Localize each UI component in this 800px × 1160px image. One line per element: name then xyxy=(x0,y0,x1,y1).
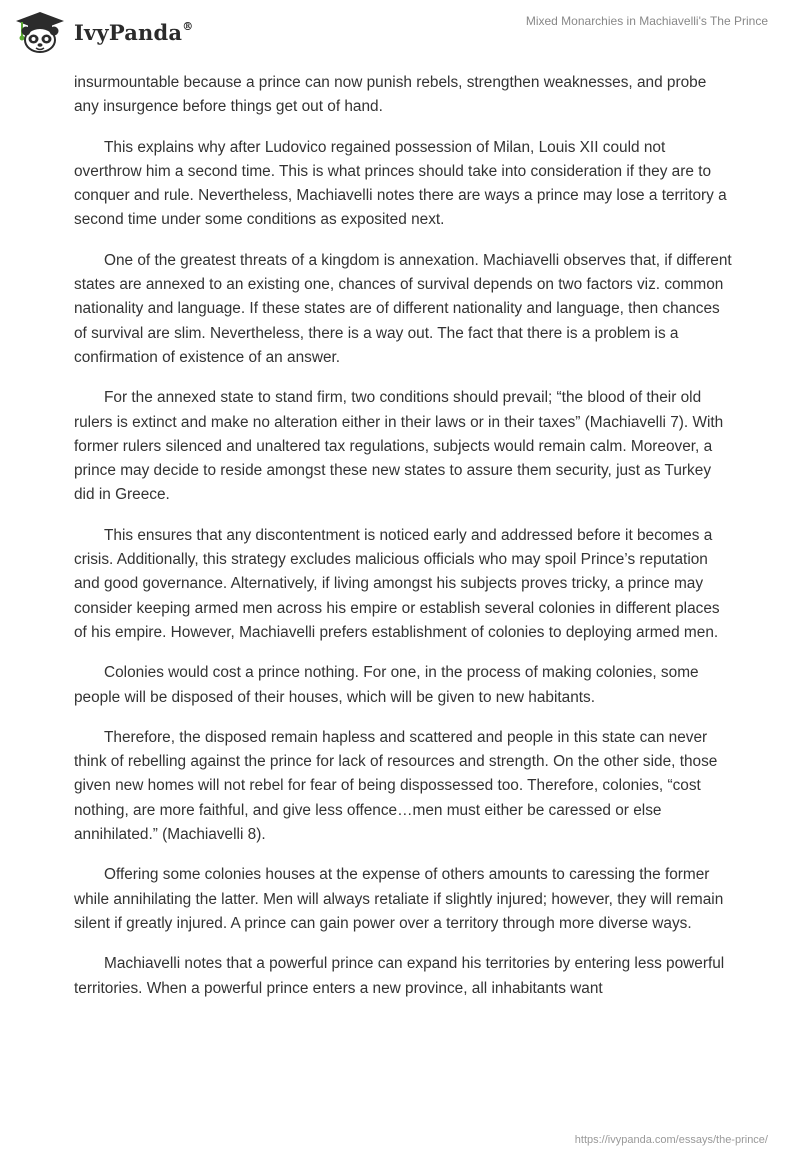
page-header xyxy=(0,0,800,60)
paragraph: This ensures that any discontentment is noticed early and addressed before it becomes a crisis. Additionally, this strategy excludes malicious officials who may spoil Prince’s reputation and good governance. Alternatively, if living amongst his subjects proves tricky, a prince may consider keeping armed men across his empire or establish several colonies in different places of his empire. However, Machiavelli prefers establishment of colonies to deploying armed men. xyxy=(74,526,720,641)
paragraph: One of the greatest threats of a kingdom is annexation. Machiavelli observes that, if different states are annexed to an existing one, chances of survival depends on two factors viz. common nationality and language. If these states are of different nationality and language, then chances of survival are slim. Nevertheless, there is a way out. The fact that there is a problem is a confirmation of existence of an answer. xyxy=(74,251,732,366)
registered-mark: ® xyxy=(182,20,194,33)
panda-graduate-icon xyxy=(14,10,66,54)
paragraph: Machiavelli notes that a powerful prince can expand his territories by entering less powerful territories. When a powerful prince enters a new province, all inhabitants want xyxy=(74,955,725,997)
ivypanda-logo[interactable] xyxy=(14,10,224,54)
brand-name: IvyPanda® xyxy=(74,20,194,45)
paragraph: Colonies would cost a prince nothing. For one, in the process of making colonies, some people will be disposed of their houses, which will be given to new habitants. xyxy=(74,664,699,706)
paragraph: This explains why after Ludovico regained possession of Milan, Louis XII could not overthrow him a second time. This is what princes should take into consideration if they are to conquer and rule. Nevertheless, Machiavelli notes there are ways a prince may lose a territory a second time under some conditions as exposited next. xyxy=(74,138,727,229)
document-title: Mixed Monarchies in Machiavelli's The Prince xyxy=(525,14,768,28)
paragraph: insurmountable because a prince can now punish rebels, strengthen weaknesses, and probe any insurgence before things get out of hand. xyxy=(74,74,707,116)
paragraph: Therefore, the disposed remain hapless and scattered and people in this state can never think of rebelling against the prince for lack of resources and strength. On the other side, those given new homes will not rebel for fear of being dispossessed too. Therefore, colonies, “cost nothing, are more faithful, and give less offence…men must either be caressed or else annihilated.” (Machiavelli 8). xyxy=(74,728,718,844)
paragraph: For the annexed state to stand firm, two conditions should prevail; “the blood of their old rulers is extinct and make no alteration either in their laws or in their taxes” (Machiavelli 7). With former rulers silenced and unaltered tax regulations, subjects would remain calm. Moreover, a prince may decide to reside amongst these new states to assure them security, just as Turkey did in Greece. xyxy=(74,389,724,504)
source-url[interactable]: https://ivypanda.com/essays/the-prince/ xyxy=(574,1134,768,1146)
essay-body xyxy=(74,71,734,1017)
paragraph: Offering some colonies houses at the expense of others amounts to caressing the former while annihilating the latter. Men will always retaliate if slightly injured; however, they will remain silent if greatly injured. A prince can gain power over a territory through more diverse ways. xyxy=(74,866,724,932)
